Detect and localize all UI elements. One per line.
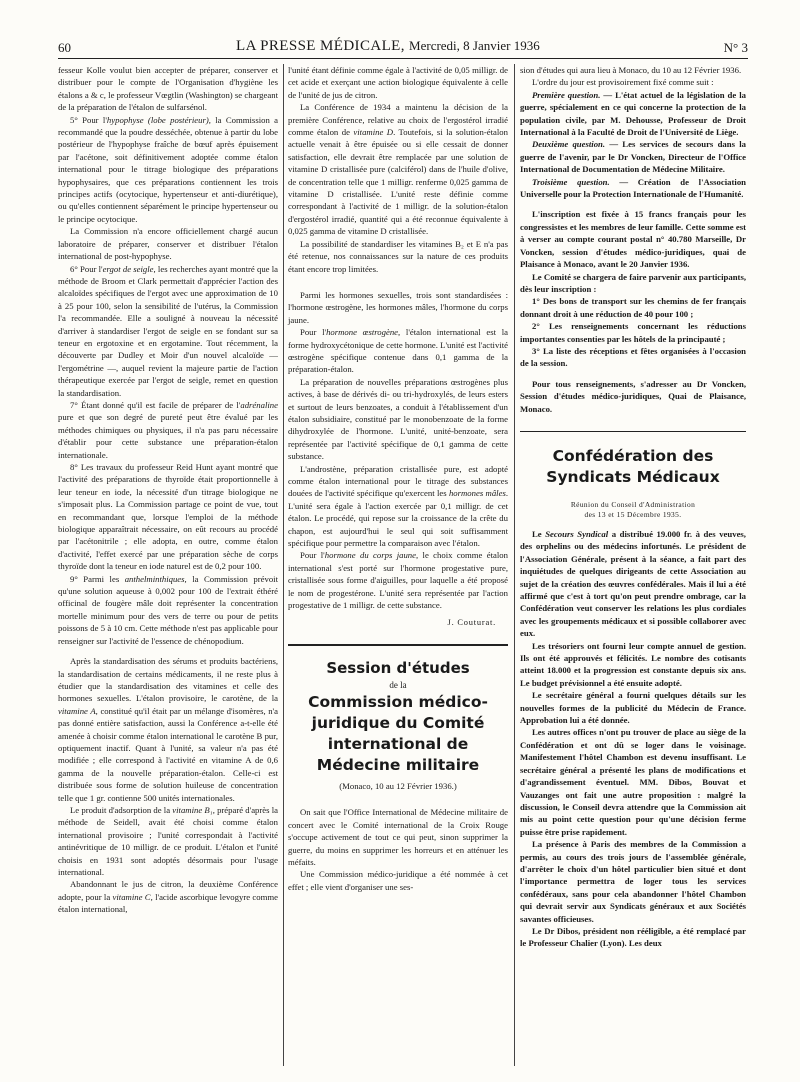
paragraph: La présence à Paris des membres de la Commission a permis, au cours des trois jours de l'assemblée générale, d'arrêter le choix d'un hôtel particulier bien situé et dont l'importance permettra de loger tous les services confédéraux, sans pour cela abandonner l'hôtel Chambon qui devrait servir aux Syndicats généraux et aux Sociétés savantes officieuses. bbox=[520, 839, 746, 924]
paragraph: l'unité étant définie comme égale à l'activité de 0,05 milligr. de cet acide et exerçant une action biologique équivalente à celle de l'unité de jus de citron. bbox=[288, 65, 508, 100]
paragraph: Les autres offices n'ont pu trouver de place au siège de la Confédération et ont dû se loger dans le voisinage. Manifestement l'hôtel Chambon est devenu insuffisant. Le secrétaire général a présenté les plans de modifications et d'agrandissement éventuel. MM. Dibos, Bouvat et Vauzanges ont fait une autre proposition : malgré la discussion, le Conseil devra attendre que la Commission ait mis au point cette question pour qu'une décision ferme puisse être prise rapidement. bbox=[520, 727, 746, 837]
page-header bbox=[58, 36, 748, 59]
section-title-line: Session d'études bbox=[326, 658, 470, 677]
paragraph: 3° La liste des réceptions et fêtes organisées à l'occasion de la session. bbox=[520, 345, 746, 369]
paragraph: 1° Des bons de transport sur les chemins de fer français donnant droit à une réduction de 40 pour 100 ; bbox=[520, 296, 746, 319]
paragraph: 8° Les travaux du professeur Reid Hunt ayant montré que l'activité des préparations de thyroïde était proportionnelle à leur teneur en iode, la nécessité d'un titrage biologique ne s'imposait plus. La Commission partage ce point de vue, tout en recommandant que, lorsque l'emploi de la méthode biologique apparaîtrait nécessaire, on eût recours au procédé par l'acétonitrile ; elle adopta, en outre, comme étalon d'activité, l'effet exercé par une préparation sèche de corps thyroïde dont la teneur en iode naturel est de 0,2 pour 100. bbox=[58, 462, 278, 572]
issue-date: Mercredi, 8 Janvier 1936 bbox=[409, 38, 540, 53]
section-title bbox=[288, 658, 508, 776]
paragraph: On sait que l'Office International de Médecine militaire de concert avec le Comité international de la Croix Rouge s'occupe activement de tout ce qui peut, sinon supprimer la guerre, du moins en supprimer les horreurs et en atténuer les méfaits. bbox=[288, 807, 508, 867]
journal-title bbox=[236, 38, 540, 55]
paragraph: sion d'études qui aura lieu à Monaco, du 10 au 12 Février 1936. bbox=[520, 65, 742, 75]
section-subtitle bbox=[520, 500, 746, 520]
paragraph: 5° Pour l'hypophyse (lobe postérieur), la Commission a recommandé que la poudre desséchée, obtenue à partir du lobe postérieur de l'hypophyse fraîche de bœuf après épuisement par l'acétone, soit définitivement adoptée comme étalon international pour le titrage biologique des préparations hypophysaires, que ces préparations contiennent les trois principes actifs (ocytocique, hypertenseur et anti-diurétique), ou qu'elles contiennent séparément le principe hypertenseur ou le principe ocytocique. bbox=[58, 114, 278, 224]
section-rule bbox=[520, 431, 746, 520]
paragraph: La Commission n'a encore officiellement chargé aucun laboratoire de préparer, conserver et distribuer l'étalon international de post-hypophyse. bbox=[58, 226, 278, 262]
section-title-line: de la bbox=[389, 679, 407, 690]
paragraph: Pour l'hormone du corps jaune, le choix comme étalon international s'est porté sur l'hormone progestative pure, cristallisée sous forme d'aiguilles, pour laquelle a été proposé le nom de progestérone. L'unité sera représentée par l'action progestative de 1 milligr. de cette substance. bbox=[288, 550, 508, 611]
paragraph: Le secrétaire général a fourni quelques détails sur les nouvelles formes de la publicité du Médecin de France. Approbation lui a été donnée. bbox=[520, 690, 746, 726]
column-1 bbox=[58, 64, 278, 1064]
agenda-item: Troisième question. — Création de l'Association Universelle pour la Protection Internationale de l'Humanité. bbox=[520, 176, 746, 200]
paragraph: Pour tous renseignements, s'adresser au Dr Voncken, Session d'études médico-juridiques, Quai de Plaisance, Monaco. bbox=[520, 378, 746, 414]
issue-number: N° 3 bbox=[723, 40, 748, 55]
section-title: Confédération des Syndicats Médicaux bbox=[546, 446, 720, 486]
paragraph: La préparation de nouvelles préparations œstrogènes plus actives, à base de dérivés di- ou tri-hydroxylés, de leurs esters et surtout de leurs benzoates, a conduit à l'établissement d'un étalon subsidiaire, constitué par le monobenzoate de la forme dihydroxylée de l'hormone. L'unité, unité-benzoate, sera représentée par l'activité spécifique de 0,1 gamma de cette substance. bbox=[288, 376, 508, 462]
paragraph: 6° Pour l'ergot de seigle, les recherches ayant montré que la méthode de Broom et Clark permettait d'apprécier l'action des alcaloïdes spécifiques de l'ergot avec une approximation de 10 à 25 pour 100, selon la sensibilité de l'utérus, la Commission l'a recommandée. Elle a souligné à nouveau la nécessité d'arriver à standardiser l'ergot de seigle en se fondant sur sa teneur en ergotoxine et en ergotamine. Tout récemment, la découverte par Dudley et Moir d'un nouvel alcaloïde — l'ergométrine —, auquel revient la majeure partie de l'action thérapeutique exercée par l'ergot de seigle, remet en question la standardisation. bbox=[58, 263, 278, 398]
paragraph: La possibilité de standardiser les vitamines B₂ et E n'a pas été retenue, nos connaissances sur la nature de ces produits étant encore trop limitées. bbox=[288, 238, 508, 274]
section-title-line: Commission médico-juridique du Comité international de Médecine militaire bbox=[308, 692, 488, 774]
paragraph: Les trésoriers ont fourni leur compte annuel de gestion. Ils ont été approuvés et félicités. Le nombre des cotisants atteint 18.000 et la progression est constante depuis six ans. Le budget prévisionnel a été ensuite adopté. bbox=[520, 640, 746, 688]
paragraph: La Conférence de 1934 a maintenu la décision de la première Conférence, relative au choix de l'ergostérol irradié comme étalon de vitamine D. Toutefois, si la solution-étalon actuelle venait à être épuisée ou si elle cessait de donner satisfaction, elle devrait être remplacée par une solution de vitamine D cristallisée pure (calciférol) dans de l'huile d'olive, de concentration telle que 1 milligr. renferme 0,025 gamma de vitamine D cristallisée. L'unité reste définie comme correspondant à l'activité de 1 milligr. de la solution-étalon d'ergostérol irradié, quantité qui a été reconnue équivalente à 0,025 gamma de vitamine D cristallisée. bbox=[288, 102, 508, 237]
paragraph: Le Secours Syndical a distribué 19.000 fr. à des veuves, des orphelins ou des médecins infortunés. Le président de l'Association Générale, présent à la séance, a fait part des inquiétudes de quelques dirigeants de cette Association au sujet de la création des œuvres confédérales. Mais il lui a été affirmé que c'est à tort qu'on peut prendre ombrage, car la Confédération veut conserver les relations les plus cordiales avec les groupements médicaux et si possible collaborer avec eux. bbox=[520, 528, 746, 639]
column-rule bbox=[514, 64, 515, 1066]
paragraph: L'inscription est fixée à 15 francs français pour les congressistes et les membres de leur famille. Cette somme est à verser au compte courant postal n° 40.780 Marseille, Dr Voncken, session d'études médico-juridiques, quai de Plaisance à Monaco, avant le 20 Janvier 1936. bbox=[520, 209, 746, 270]
section-rule bbox=[288, 644, 508, 646]
paragraph: L'androstène, préparation cristallisée pure, est adopté comme étalon international pour le titrage des substances douées de l'activité spécifique qu'exercent les hormones mâles. L'unité sera égale à l'action exercée par 0,1 milligr. de cet étalon. Le procédé, qui repose sur la croissance de la crête du chapon, est aujourd'hui le seul qui soit suffisamment spécifique pour permettre la comparaison avec l'étalon. bbox=[288, 463, 509, 549]
paragraph: Pour l'hormone œstrogène, l'étalon international est la forme hydroxycétonique de cette hormone. L'unité est l'activité œstrogène spécifique contenue dans 0,1 gamma de la préparation-étalon. bbox=[288, 327, 508, 375]
agenda-item: Deuxième question. — Les services de secours dans la guerre de l'avenir, par le Dr Voncken, Directeur de l'Office International de Documentation de Médecine Militaire. bbox=[520, 139, 747, 175]
paragraph: 9° Parmi les anthelminthiques, la Commission prévoit qu'une solution aqueuse à 0,002 pour 100 de l'extrait éthéré officinal de fougère mâle doit représenter la concentration mortelle minimum pour des vers de terre ou pour de petits poissons de 5 à 10 cm. Cette méthode n'est pas applicable pour renseigner sur l'activité de l'essence de chénopodium. bbox=[58, 573, 278, 646]
paragraph: Une Commission médico-juridique a été nommée à cet effet ; elle vient d'organiser une ses- bbox=[288, 869, 508, 892]
paragraph: Le Dr Dibos, président non rééligible, a été remplacé par le Professeur Chalier (Lyon). Les deux bbox=[520, 925, 746, 949]
paragraph: L'ordre du jour est provisoirement fixé comme suit : bbox=[532, 77, 714, 88]
paragraph: Le produit d'adsorption de la vitamine B₁, préparé d'après la méthode de Seidell, avait été choisi comme étalon international provisoire ; l'unité correspondait à l'activité antinévritique de 10 milligr. de ce produit. L'étalon et l'unité choisis en 1931 sont adoptés désormais pour l'usage international. bbox=[58, 804, 278, 877]
column-rule bbox=[283, 64, 284, 1066]
paragraph: Le Comité se chargera de faire parvenir aux participants, dès leur inscription : bbox=[520, 271, 746, 294]
journal-name: LA PRESSE MÉDICALE, bbox=[236, 38, 405, 54]
paragraph: Après la standardisation des sérums et produits bactériens, la standardisation de certains médicaments, il ne reste plus à étudier que la standardisation des vitamines et celle des hormones sexuelles. L'étalon provisoire, le carotène, de la vitamine A, constitué qu'il était par un mélange d'isomères, n'a pas donné entière satisfaction, aussi la Conférence a-t-elle été amenée à choisir comme étalon international le carotène B pur, optiquement inactif. Quant à l'unité, sa valeur n'a pas été modifiée ; elle correspond à l'activité en vitamine A de 0,6 gamma de la nouvelle préparation-étalon. Celle-ci est distribuée sous forme de solution huileuse de concentration telle que 1 gr. contienne 500 unités internationales. bbox=[58, 656, 278, 803]
section-subtitle: (Monaco, 10 au 12 Février 1936.) bbox=[339, 780, 457, 791]
agenda-item: Première question. — L'état actuel de la législation de la guerre, spécialement en ce qui concerne la protection de la population civile, par M. Dehousse, Professeur de Droit International à la Faculté de Droit de l'Université de Liège. bbox=[520, 89, 746, 138]
author-signature: J. Couturat. bbox=[447, 618, 496, 628]
paragraph: Abandonnant le jus de citron, la deuxième Conférence adopte, pour la vitamine C, l'acide ascorbique levogyre comme étalon international, bbox=[58, 879, 278, 915]
section-subtitle-line: des 13 et 15 Décembre 1935. bbox=[584, 509, 682, 519]
column-2 bbox=[288, 64, 508, 1064]
paragraph: 7° Étant donné qu'il est facile de préparer de l'adrénaline pure et que son degré de pureté peut être évalué par les méthodes chimiques ou physiques, il n'a pas paru nécessaire d'établir pour cette substance une préparation-étalon internationale. bbox=[58, 399, 278, 460]
paragraph: fesseur Kolle voulut bien accepter de préparer, conserver et distribuer pour le compte de l'Organisation d'hygiène les étalons a & c, le professeur Vœgtlin (Washington) se chargeant de la préparation de l'étalon de sulfarsénol. bbox=[58, 65, 278, 113]
column-3 bbox=[520, 64, 746, 1064]
paragraph: Parmi les hormones sexuelles, trois sont standardisées : l'hormone œstrogène, les hormones mâles, l'hormone du corps jaune. bbox=[288, 289, 508, 325]
page-number: 60 bbox=[58, 40, 71, 55]
paragraph: 2° Les renseignements concernant les réductions importantes consenties par les hôtels de la principauté ; bbox=[520, 321, 746, 344]
section-subtitle-line: Réunion du Conseil d'Administration bbox=[570, 499, 696, 509]
